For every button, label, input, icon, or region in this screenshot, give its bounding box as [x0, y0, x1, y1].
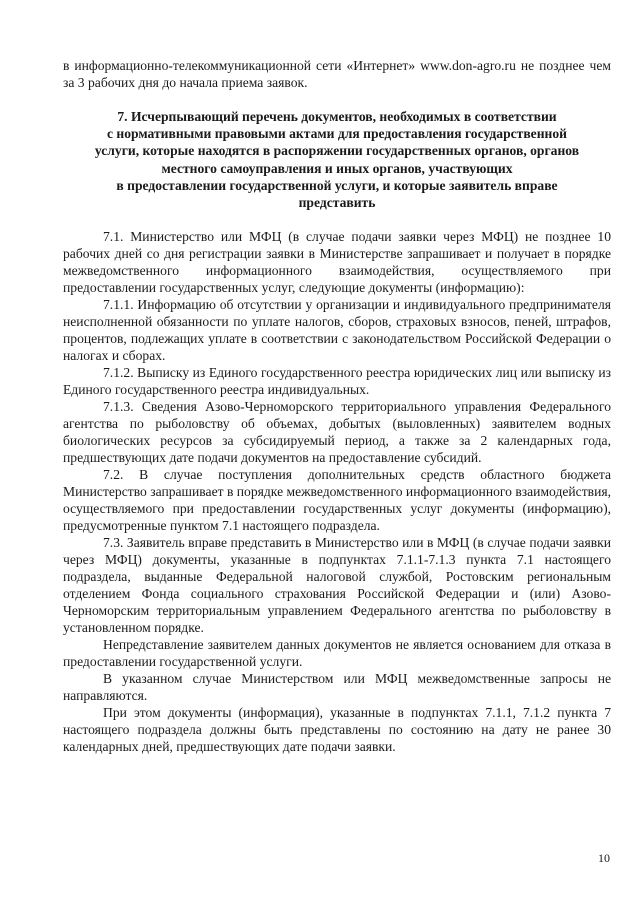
- heading-line: представить: [298, 195, 376, 211]
- paragraph-no-requests: В указанном случае Министерством или МФЦ межведомственные запросы не направляются.: [63, 671, 611, 704]
- paragraph-7-1-2: 7.1.2. Выписку из Единого государственного реестра юридических лиц или выписку из Единого государственного реестра индивидуальных.: [63, 365, 611, 398]
- heading-line: с нормативными правовыми актами для предоставления государственной: [106, 126, 568, 142]
- paragraph-7-2: 7.2. В случае поступления дополнительных средств областного бюджета Министерство запрашивает в порядке межведомственного информационного взаимодействия, осуществляемого при предоставлении государственных услуг документы (информацию), предусмотренные пунктом 7.1 настоящего подраздела.: [63, 467, 611, 534]
- document-page: [63, 57, 611, 755]
- paragraph-7-1: 7.1. Министерство или МФЦ (в случае подачи заявки через МФЦ) не позднее 10 рабочих дней со дня регистрации заявки в Министерстве запрашивает и получает в порядке межведомственного информационного взаимодействия, осуществляемого при предоставлении государственных услуг, следующие документы (информацию):: [63, 229, 611, 296]
- paragraph-7-1-1: 7.1.1. Информацию об отсутствии у организации и индивидуального предпринимателя неисполненной обязанности по уплате налогов, сборов, страховых взносов, пеней, штрафов, процентов, подлежащих уплате в соответствии с законодательством Российской Федерации о налогах и сборах.: [63, 297, 611, 364]
- heading-line: услуги, которые находятся в распоряжении государственных органов, органов: [94, 143, 580, 159]
- page-number: 10: [598, 851, 610, 865]
- paragraph-7-3: 7.3. Заявитель вправе представить в Министерство или в МФЦ (в случае подачи заявки через МФЦ) документы, указанные в подпунктах 7.1.1-7.1.3 пункта 7.1 настоящего подраздела, выданные Федеральной налоговой службой, Ростовским региональным отделением Фонда социального страхования Российской Федерации и (или) Азово-Черноморским территориальным управлением Федерального агентства по рыболовству в установленном порядке.: [63, 535, 611, 636]
- heading-line: местного самоуправления и иных органов, участвующих: [161, 160, 513, 176]
- heading-line: 7. Исчерпывающий перечень документов, необходимых в соответствии: [117, 109, 557, 124]
- heading-line: в предоставлении государственной услуги, и которые заявитель вправе: [116, 177, 558, 193]
- intro-paragraph: в информационно-телекоммуникационной сети «Интернет» www.don-agro.ru не позднее чем за 3 рабочих дня до начала приема заявок.: [63, 58, 611, 90]
- section-heading: [63, 108, 611, 211]
- paragraph-7-1-3: 7.1.3. Сведения Азово-Черноморского территориального управления Федерального агентства по рыболовству об объемах, добытых (выловленных) заявителем водных биологических ресурсов за субсидируемый период, а также за 2 календарных года, предшествующих дате подачи документов на предоставление субсидий.: [63, 399, 611, 466]
- paragraph-date-requirement: При этом документы (информация), указанные в подпунктах 7.1.1, 7.1.2 пункта 7 настоящего подраздела должны быть представлены по состоянию на дату не ранее 30 календарных дней, предшествующих дате подачи заявки.: [63, 705, 611, 755]
- paragraph-non-submission: Непредставление заявителем данных документов не является основанием для отказа в предоставлении государственной услуги.: [63, 637, 611, 670]
